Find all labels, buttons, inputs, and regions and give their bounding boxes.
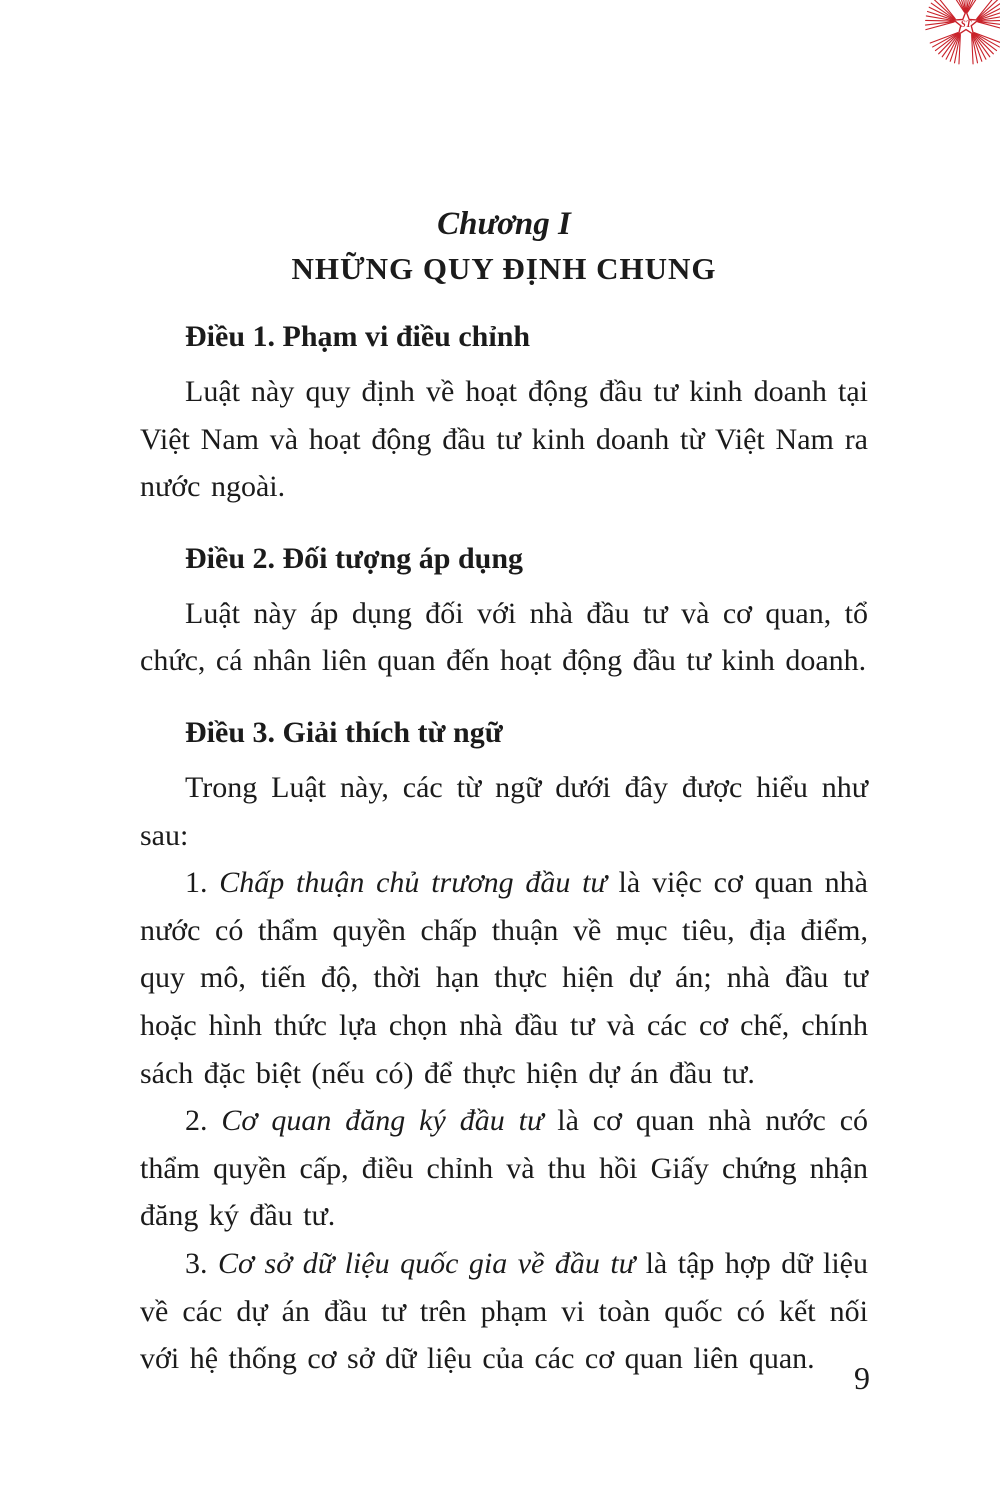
item-number: 2. <box>185 1104 222 1138</box>
article-2 <box>140 539 868 685</box>
page-content <box>140 0 868 1383</box>
chapter-label: Chương I <box>437 206 571 242</box>
item-number: 3. <box>185 1246 219 1280</box>
item-text: là tập hợp dữ liệu về các dự án đầu tư trên phạm vi toàn quốc có kết nối với hệ thống cơ sở dữ liệu của các cơ quan liên quan. <box>140 1246 868 1376</box>
article-3-item-1 <box>140 859 868 1097</box>
article-2-heading: Điều 2. Đối tượng áp dụng <box>185 541 524 575</box>
page-number: 9 <box>854 1360 870 1396</box>
article-3-heading: Điều 3. Giải thích từ ngữ <box>185 715 503 749</box>
item-number: 1. <box>185 866 220 900</box>
article-1-paragraph: Luật này quy định về hoạt động đầu tư kinh doanh tại Việt Nam và hoạt động đầu tư kinh doanh từ Việt Nam ra nước ngoài. <box>140 375 868 504</box>
publisher-star-logo-icon <box>920 0 1000 70</box>
defined-term: Cơ sở dữ liệu quốc gia về đầu tư <box>218 1246 636 1280</box>
item-text: là cơ quan nhà nước có thẩm quyền cấp, điều chỉnh và thu hồi Giấy chứng nhận đăng ký đầu tư. <box>140 1104 869 1233</box>
article-3-intro: Trong Luật này, các từ ngữ dưới đây được hiểu như sau: <box>140 770 868 852</box>
defined-term: Cơ quan đăng ký đầu tư <box>221 1104 544 1138</box>
article-2-paragraph: Luật này áp dụng đối với nhà đầu tư và cơ quan, tổ chức, cá nhân liên quan đến hoạt động đầu tư kinh doanh. <box>140 596 868 678</box>
article-3-item-2 <box>140 1097 868 1240</box>
article-3-item-3 <box>140 1240 868 1383</box>
article-3 <box>140 713 868 1383</box>
chapter-title: NHỮNG QUY ĐỊNH CHUNG <box>291 251 717 286</box>
item-text: là việc cơ quan nhà nước có thẩm quyền chấp thuận về mục tiêu, địa điểm, quy mô, tiến độ, thời hạn thực hiện dự án; nhà đầu tư hoặc hình thức lựa chọn nhà đầu tư và các cơ chế, chính sách đặc biệt (nếu có) để thực hiện dự án đầu tư. <box>140 866 869 1090</box>
article-1-heading: Điều 1. Phạm vi điều chỉnh <box>185 320 531 353</box>
article-1 <box>140 317 868 511</box>
defined-term: Chấp thuận chủ trương đầu tư <box>219 866 607 900</box>
logo-monogram: ST <box>960 19 972 30</box>
